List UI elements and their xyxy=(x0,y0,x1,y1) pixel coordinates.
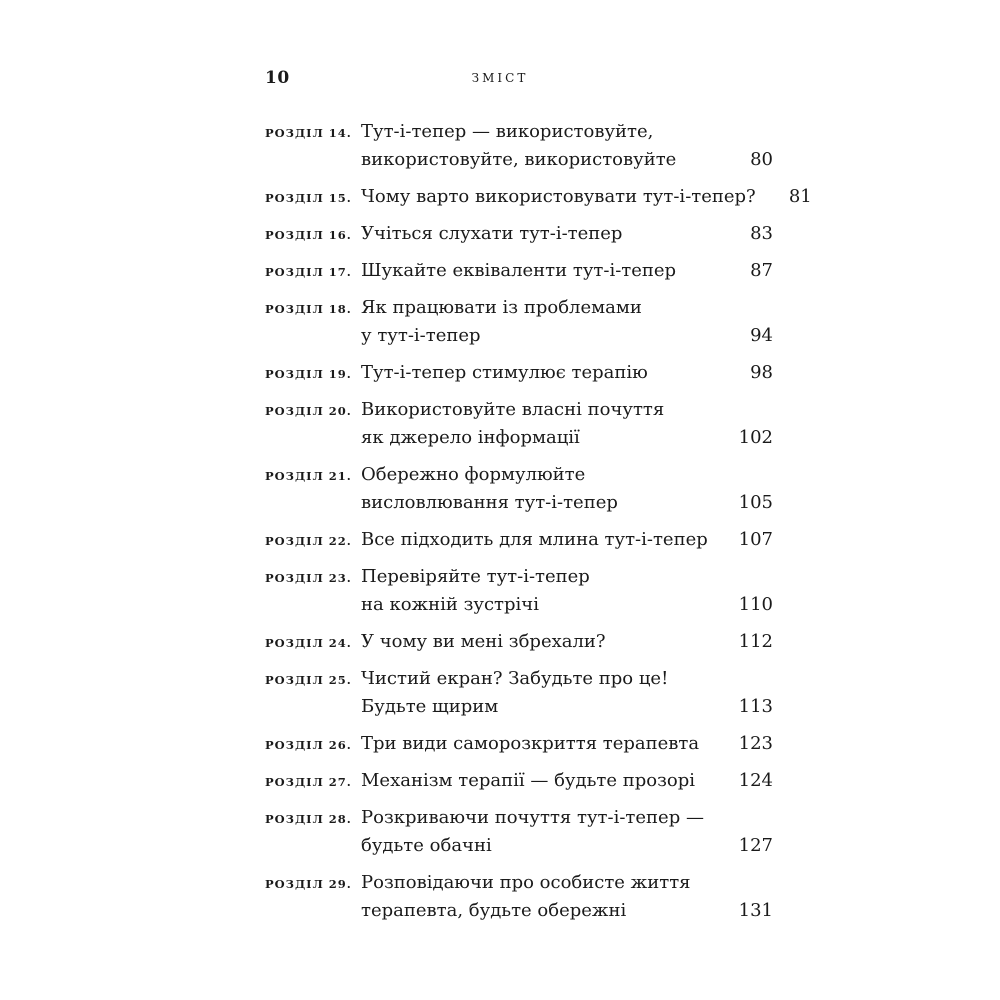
chapter-page-number: 98 xyxy=(750,362,773,383)
chapter-title-line: Все підходить для млина тут-і-тепер xyxy=(361,529,708,550)
chapter-label: РОЗДІЛ 26. xyxy=(265,738,352,752)
chapter-page-number: 107 xyxy=(738,529,773,550)
chapter-page-number: 123 xyxy=(738,733,773,754)
page-number: 10 xyxy=(265,68,290,88)
chapter-title-line: Будьте щирим xyxy=(361,696,499,717)
chapter-title xyxy=(361,526,733,554)
chapter-title-line: як джерело інформації xyxy=(361,427,580,448)
chapter-page-number: 112 xyxy=(738,631,773,652)
chapter-page-number: 105 xyxy=(738,492,773,513)
toc-entry xyxy=(265,294,773,350)
chapter-title-line: Використовуйте власні почуття xyxy=(361,399,665,420)
chapter-title-line: Розповідаючи про особисте життя xyxy=(361,872,691,893)
chapter-label: РОЗДІЛ 20. xyxy=(265,404,352,418)
chapter-title xyxy=(361,563,733,619)
chapter-title xyxy=(361,869,733,925)
chapter-page-number: 113 xyxy=(738,696,773,717)
chapter-label: РОЗДІЛ 21. xyxy=(265,469,352,483)
chapter-title xyxy=(361,257,733,285)
chapter-title-line: Учіться слухати тут-і-тепер xyxy=(361,223,623,244)
chapter-label: РОЗДІЛ 22. xyxy=(265,534,352,548)
chapter-label: РОЗДІЛ 18. xyxy=(265,302,352,316)
chapter-title xyxy=(361,804,733,860)
chapter-title xyxy=(361,461,733,517)
chapter-title-line: на кожній зустрічі xyxy=(361,594,539,615)
chapter-page-number: 83 xyxy=(750,223,773,244)
chapter-label: РОЗДІЛ 24. xyxy=(265,636,352,650)
toc-entry xyxy=(265,526,773,554)
chapter-title-line: Тут-і-тепер — використовуйте, xyxy=(361,121,654,142)
chapter-title-line: будьте обачні xyxy=(361,835,492,856)
toc-entry xyxy=(265,767,773,795)
chapter-title xyxy=(361,183,772,211)
toc-entry xyxy=(265,628,773,656)
toc-entry xyxy=(265,257,773,285)
chapter-title-line: Чистий екран? Забудьте про це! xyxy=(361,668,669,689)
chapter-title-line: Шукайте еквіваленти тут-і-тепер xyxy=(361,260,677,281)
running-head: ЗМІСТ xyxy=(471,71,529,85)
chapter-title-line: терапевта, будьте обережні xyxy=(361,900,627,921)
chapter-label: РОЗДІЛ 27. xyxy=(265,775,352,789)
toc-entry xyxy=(265,359,773,387)
chapter-page-number: 87 xyxy=(750,260,773,281)
chapter-label: РОЗДІЛ 17. xyxy=(265,265,352,279)
toc-entry xyxy=(265,461,773,517)
chapter-page-number: 127 xyxy=(738,835,773,856)
chapter-title xyxy=(361,730,733,758)
chapter-page-number: 81 xyxy=(788,186,812,207)
chapter-page-number: 124 xyxy=(738,770,773,791)
chapter-page-number: 131 xyxy=(738,900,773,921)
chapter-title xyxy=(361,220,733,248)
toc-entry xyxy=(265,183,812,211)
toc-entry xyxy=(265,665,773,721)
chapter-title xyxy=(361,118,733,174)
chapter-title-line: Як працювати із проблемами xyxy=(361,297,642,318)
toc-entry xyxy=(265,730,773,758)
toc-entry xyxy=(265,220,773,248)
chapter-page-number: 94 xyxy=(750,325,773,346)
chapter-label: РОЗДІЛ 23. xyxy=(265,571,352,585)
toc-entry xyxy=(265,396,773,452)
chapter-label: РОЗДІЛ 14. xyxy=(265,126,352,140)
toc-entry xyxy=(265,804,773,860)
chapter-title-line: Обережно формулюйте xyxy=(361,464,586,485)
chapter-title-line: Чому варто використовувати тут-і-тепер? xyxy=(361,186,756,207)
chapter-title-line: висловлювання тут-і-тепер xyxy=(361,492,618,513)
chapter-label: РОЗДІЛ 19. xyxy=(265,367,352,381)
toc-entry xyxy=(265,563,773,619)
chapter-title xyxy=(361,359,733,387)
toc-entry xyxy=(265,869,773,925)
chapter-page-number: 80 xyxy=(750,149,773,170)
chapter-label: РОЗДІЛ 15. xyxy=(265,191,352,205)
table-of-contents xyxy=(265,118,812,934)
chapter-title-line: У чому ви мені збрехали? xyxy=(361,631,606,652)
chapter-title-line: Три види саморозкриття терапевта xyxy=(361,733,700,754)
chapter-title xyxy=(361,396,733,452)
chapter-title-line: у тут-і-тепер xyxy=(361,325,481,346)
chapter-title xyxy=(361,665,733,721)
chapter-title xyxy=(361,767,733,795)
chapter-page-number: 102 xyxy=(738,427,773,448)
toc-entry xyxy=(265,118,773,174)
chapter-label: РОЗДІЛ 16. xyxy=(265,228,352,242)
chapter-label: РОЗДІЛ 29. xyxy=(265,877,352,891)
chapter-title xyxy=(361,628,733,656)
chapter-title-line: Механізм терапії — будьте прозорі xyxy=(361,770,696,791)
chapter-title xyxy=(361,294,733,350)
chapter-title-line: Перевіряйте тут-і-тепер xyxy=(361,566,590,587)
chapter-label: РОЗДІЛ 25. xyxy=(265,673,352,687)
chapter-page-number: 110 xyxy=(738,594,773,615)
chapter-title-line: використовуйте, використовуйте xyxy=(361,149,677,170)
chapter-title-line: Тут-і-тепер стимулює терапію xyxy=(361,362,648,383)
chapter-title-line: Розкриваючи почуття тут-і-тепер — xyxy=(361,807,704,828)
chapter-label: РОЗДІЛ 28. xyxy=(265,812,352,826)
